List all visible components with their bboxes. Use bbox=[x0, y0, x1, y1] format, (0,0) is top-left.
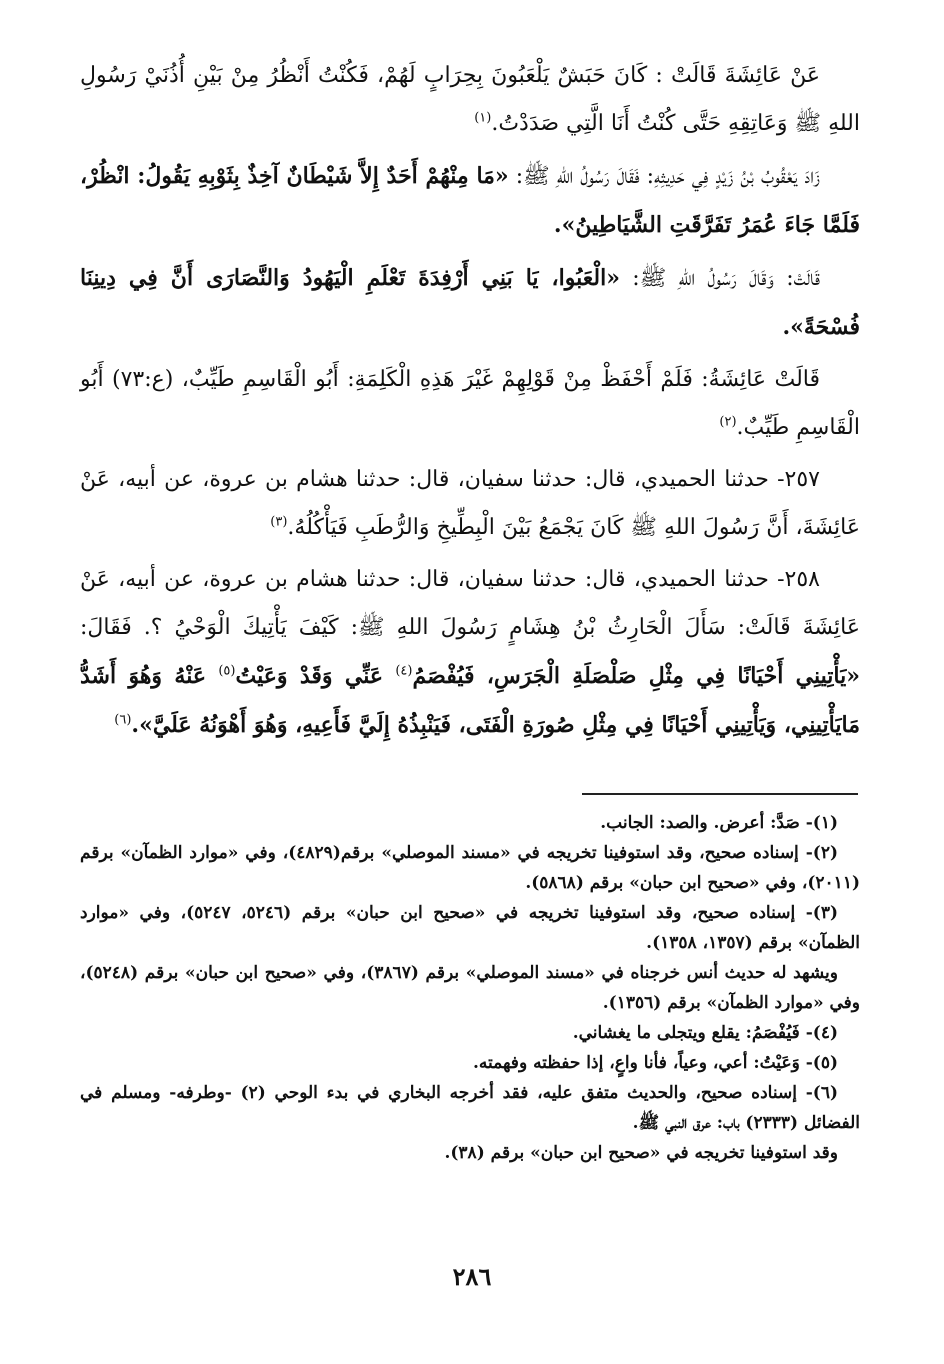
footnote-ref-2: (٢) bbox=[719, 414, 737, 430]
footnote-2: (٢)- إسناده صحيح، وقد استوفينا تخريجه في «مسند الموصلي» برقم(٤٨٢٩)، وفي «موارد الظمآن» برقم (٢٠١١)، وفي «صحيح ابن حبان» برقم (٥٨٦٨). bbox=[80, 843, 860, 893]
footnote-4: (٤)- فَيُفْصَمُ: يقلع ويتجلى ما يغشاني. bbox=[572, 1023, 838, 1043]
footnote-ref-4: (٤) bbox=[395, 663, 413, 679]
footnote-ref-1: (١) bbox=[474, 110, 492, 126]
footnote-1: (١)- صَدَّ: أعرض. والصد: الجانب. bbox=[600, 813, 838, 833]
text-segment: زَادَ يَعْقُوبُ بْنُ زَيْدٍ فِي حَدِيثِهِ: فَقَالَ رَسُولُ اللهِ ﷺ: bbox=[508, 164, 820, 189]
text-segment: قَالَتْ عَائِشَةُ: فَلَمْ أَحْفَظْ مِنْ قَوْلِهِمْ غَيْرَ هَذِهِ الْكَلِمَةِ: أَبُو الْقَاسِمِ طَيِّبٌ، (ع:٧٣) أَبُو الْقَاسِمِ طَيِّبٌ. bbox=[80, 367, 860, 440]
footnote-5: (٥)- وَعَيْتُ: أعي، وعياً، فأنا واعٍ، إذا حفظته وفهمته. bbox=[472, 1053, 838, 1073]
text-segment: قَالَتْ: وَقَالَ رَسُولُ اللهِ ﷺ: bbox=[619, 266, 820, 291]
footnote-3: (٣)- إسناده صحيح، وقد استوفينا تخريجه في «صحيح ابن حبان» برقم (٥٢٤٦، ٥٢٤٧)، وفي «موارد الظمآن» برقم (١٣٥٧، ١٣٥٨). bbox=[80, 903, 860, 953]
footnote-6-continuation: وقد استوفينا تخريجه في «صحيح ابن حبان» برقم (٣٨). bbox=[444, 1143, 838, 1163]
prophetic-quote: عَنْهُ وَهُوَ أَشَدُّ مَايَأْتِينِي، وَيَأْتِينِي أَحْيَانًا فِي مِثْلِ صُورَةِ الْفَتَى، فَيَنْبِذُهُ إِلَيَّ فَأَعِيهِ، وَهُوَ أَهْوَنُهُ عَلَيَّ». bbox=[80, 663, 860, 738]
footnote-ref-6: (٦) bbox=[114, 712, 132, 728]
footnote-ref-3: (٣) bbox=[270, 514, 288, 530]
paragraph-hadith-aisha-abyssinians bbox=[80, 52, 860, 148]
paragraph-yaqub-addition bbox=[80, 152, 860, 250]
prophetic-quote: «الْعَبُوا، يَا بَنِي أَرْفِدَةَ تَعْلَمِ الْيَهُودُ وَالنَّصَارَى أَنَّ فِي دِينِنَا فُسْحَةً». bbox=[80, 265, 860, 340]
prophetic-quote: «يَأْتِينِي أَحْيَانًا فِي مِثْلِ صَلْصَلَةِ الْجَرَسِ، فَيُفْصَمُ bbox=[412, 663, 860, 689]
paragraph-abul-qasim bbox=[80, 356, 860, 452]
prophetic-quote: «مَا مِنْهُمْ أَحَدٌ إِلاَّ شَيْطَانٌ آخِذٌ بِثَوْبِهِ يَقُولُ: انْظُرْ، فَلَمَّا جَاءَ عُمَرُ تَفَرَّقَتِ الشَّيَاطِينُ». bbox=[80, 163, 860, 238]
prophetic-quote: عَنِّي وَقَدْ وَعَيْتُ bbox=[235, 663, 396, 689]
text-segment: ٢٥٧- حدثنا الحميدي، قال: حدثنا سفيان، قال: حدثنا هشام بن عروة، عن أبيه، عَنْ عَائِشَةَ، أَنَّ رَسُولَ اللهِ ﷺ كَانَ يَجْمَعُ بَيْنَ الْبِطِّيخِ وَالرُّطَبِ فَيَأْكُلُهُ. bbox=[80, 467, 860, 540]
footnote-3-continuation: ويشهد له حديث أنس خرجناه في «مسند الموصلي» برقم (٣٨٦٧)، وفي «صحيح ابن حبان» برقم (٥٢٤٨)، وفي «موارد الظمآن» برقم (١٣٥٦). bbox=[80, 963, 860, 1013]
main-text bbox=[80, 52, 860, 754]
footnote-divider bbox=[582, 793, 858, 795]
footnotes bbox=[80, 808, 860, 1168]
footnote-6: (٦)- إسناده صحيح، والحديث متفق عليه، فقد أخرجه البخاري في بدء الوحي (٢) -وطرفه- ومسلم في الفضائل (٢٣٣٣) باب: عرق النبي ﷺ. bbox=[80, 1083, 860, 1133]
text-segment: عَنْ عَائِشَةَ قَالَتْ : كَانَ حَبَشٌ يَلْعَبُونَ بِحِرَابٍ لَهُمْ، فَكُنْتُ أَنْظُرُ مِنْ بَيْنِ أُذُنَيْ رَسُولِ اللهِ ﷺ وَعَاتِقِهِ حَتَّى كُنْتُ أَنَا الَّتِي صَدَدْتُ. bbox=[80, 63, 860, 136]
hadith-257 bbox=[80, 456, 860, 552]
hadith-258 bbox=[80, 556, 860, 750]
footnote-ref-5: (٥) bbox=[218, 663, 236, 679]
page-number: ٢٨٦ bbox=[452, 1262, 492, 1291]
paragraph-bani-arfida bbox=[80, 254, 860, 352]
text-segment: ٢٥٨- حدثنا الحميدي، قال: حدثنا سفيان، قال: حدثنا هشام بن عروة، عن أبيه، عَنْ عَائِشَةَ قَالَتْ: سَأَلَ الْحَارِثُ بْنُ هِشَامٍ رَسُولَ اللهِ ﷺ: كَيْفَ يَأْتِيكَ الْوَحْيُ ؟. فَقَالَ: bbox=[80, 567, 860, 640]
